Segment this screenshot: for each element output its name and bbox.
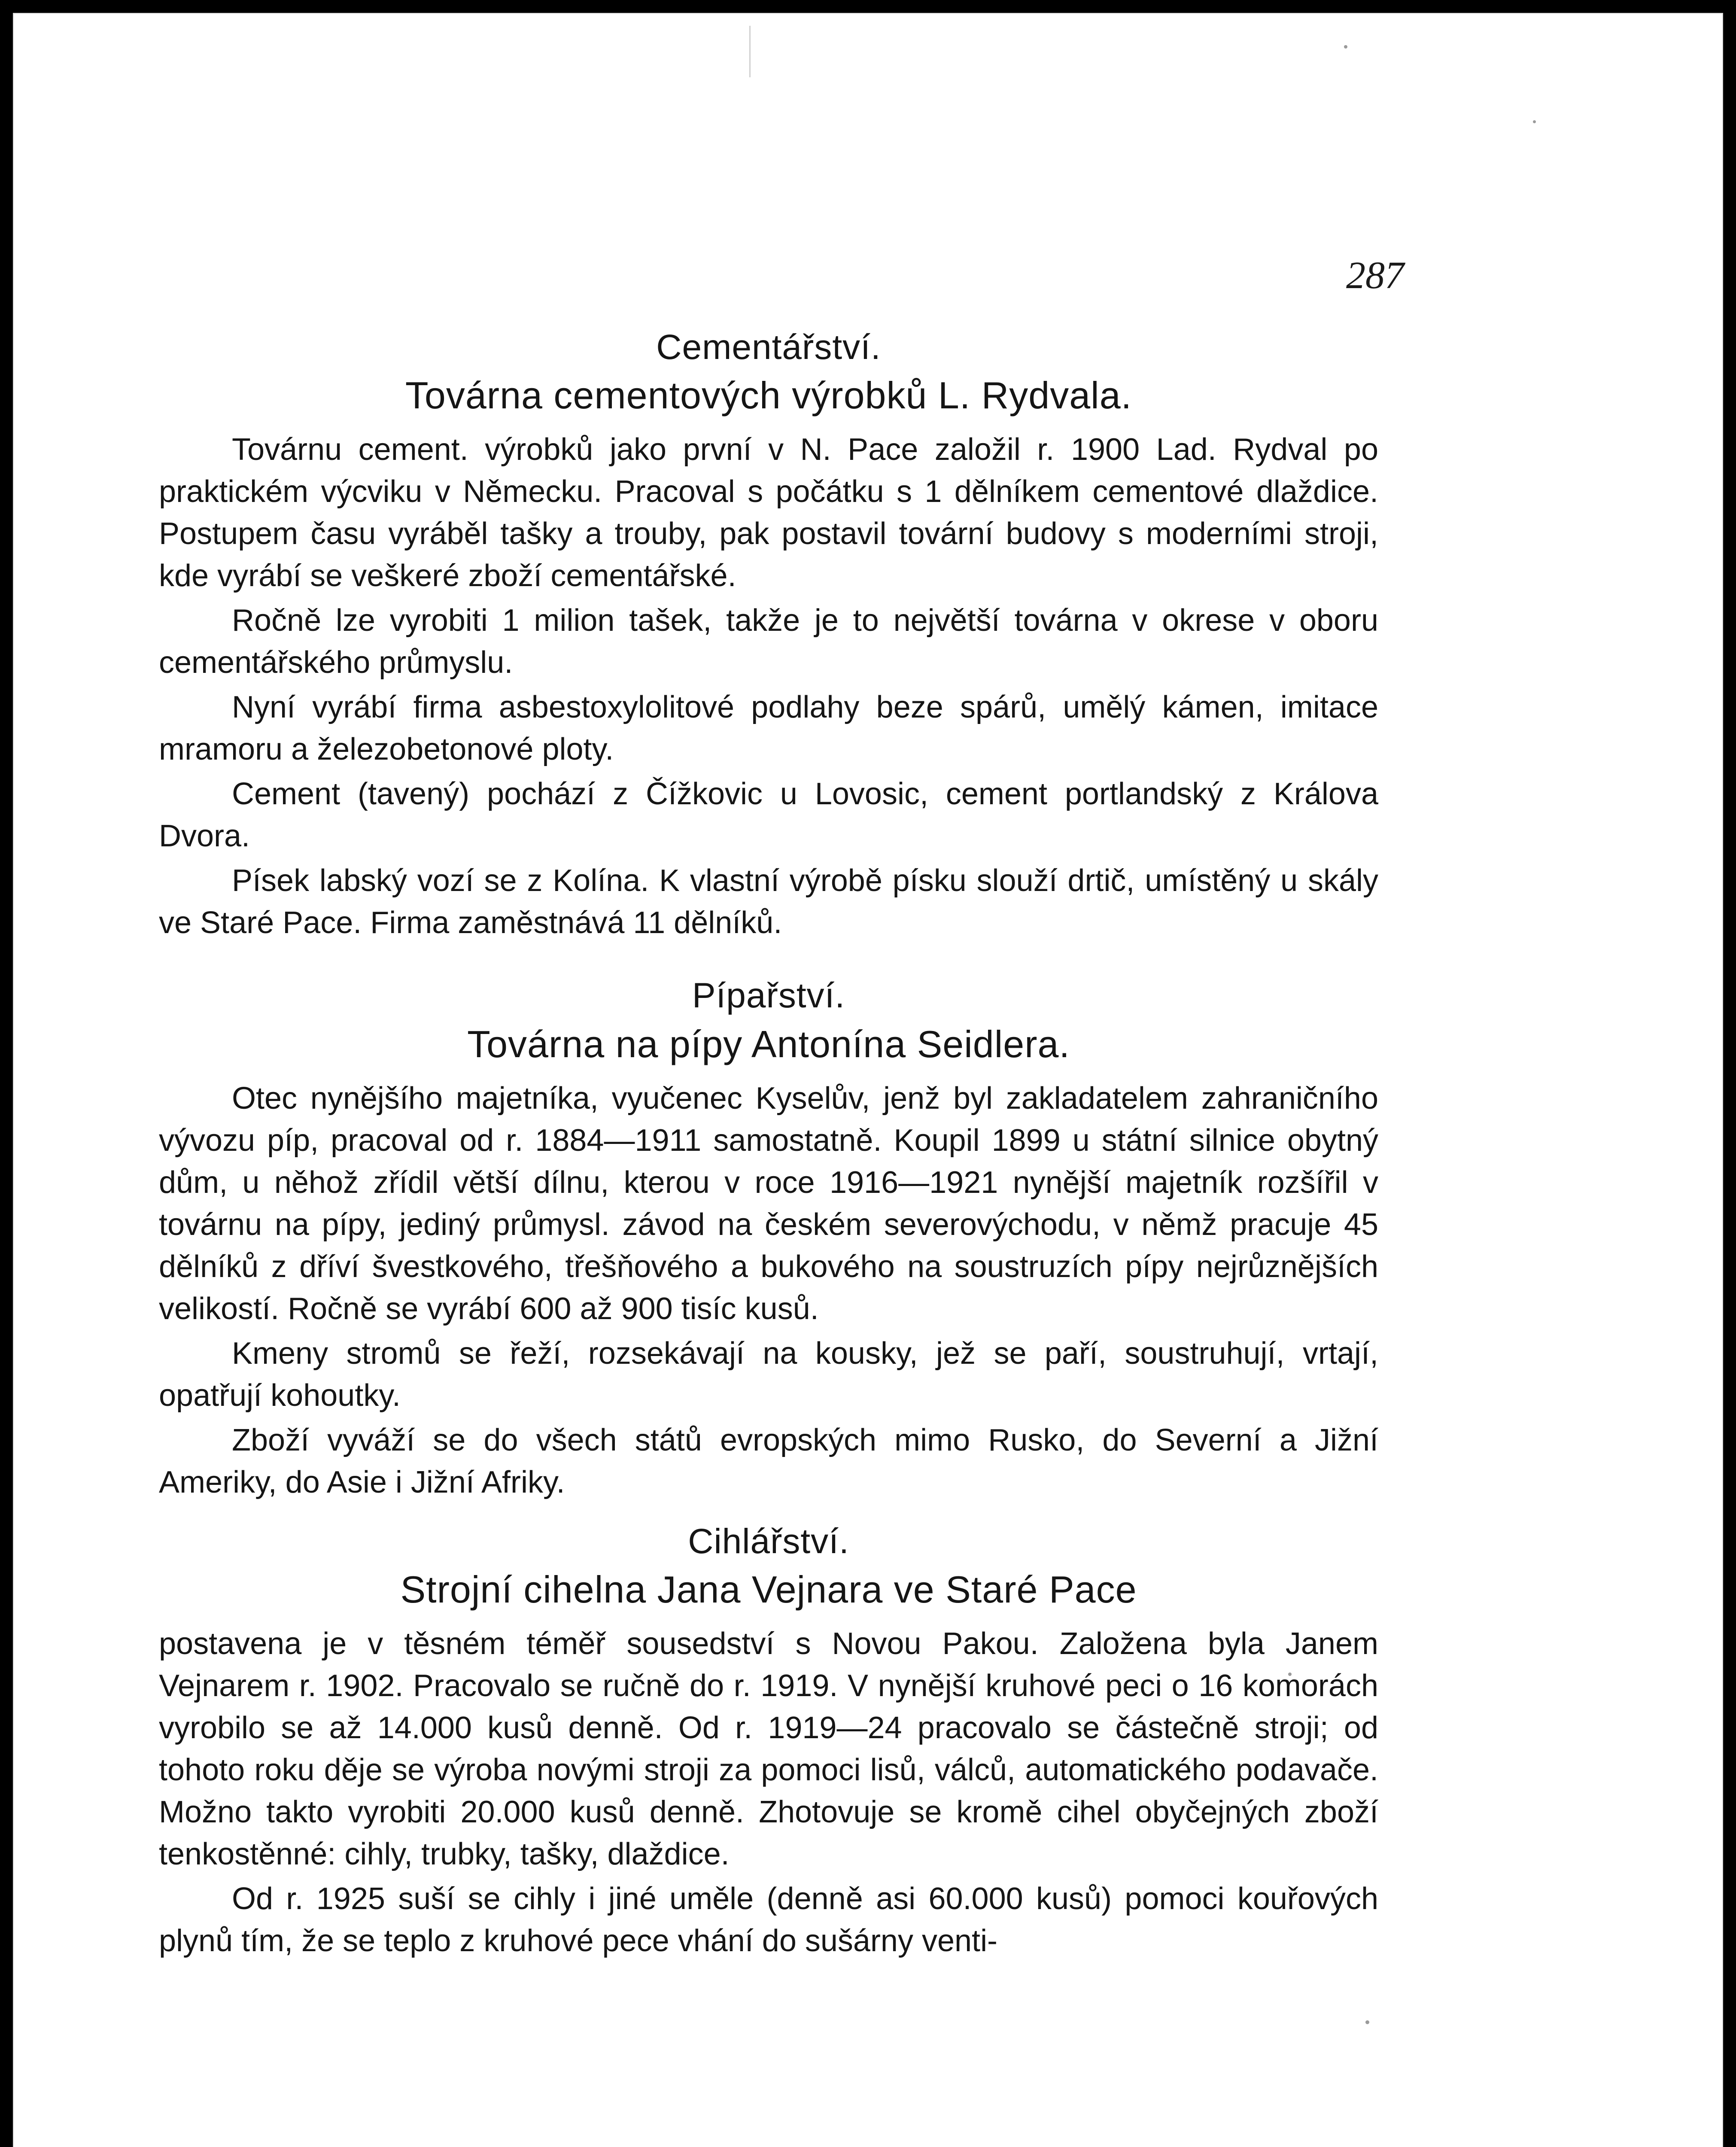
section-cementarstvi — [159, 326, 1378, 944]
paragraph: Zboží vyváží se do všech států evropských mimo Rusko, do Severní a Jižní Ameriky, do Asie i Jižní Afriky. — [159, 1423, 1378, 1499]
section-title: Cementářství. — [656, 328, 881, 367]
section-cihlarstvi — [159, 1521, 1378, 1962]
paragraph: Písek labský vozí se z Kolína. K vlastní výrobě písku slouží drtič, umístěný u skály ve Staré Pace. Firma zaměstnává 11 dělníků. — [159, 864, 1378, 940]
scan-speck — [1365, 2020, 1369, 2024]
scan-artifact-line — [749, 26, 751, 77]
section-title: Cihlářství. — [688, 1521, 849, 1561]
section-title: Pípařství. — [692, 976, 845, 1016]
page-content — [159, 326, 1378, 1965]
paragraph: Cement (tavený) pochází z Čížkovic u Lovosic, cement portlandský z Králova Dvora. — [159, 777, 1378, 854]
scan-speck — [1533, 120, 1536, 123]
section-subtitle: Strojní cihelna Jana Vejnara ve Staré Pace — [400, 1568, 1137, 1611]
section-subtitle: Továrna na pípy Antonína Seidlera. — [467, 1022, 1070, 1065]
paragraph: Otec nynějšího majetníka, vyučenec Kyselův, jenž byl zakladatelem zahraničního vývozu píp, pracoval od r. 1884—1911 samostatně. Koupil 1899 u státní silnice obytný dům, u něhož zřídil větší dílnu, kterou v roce 1916—1921 nynější majetník rozšířil v továrnu na pípy, jediný průmysl. závod na českém severovýchodu, v němž pracuje 45 dělníků z dříví švestkového, třešňového a bukového na soustruzích pípy nejrůznějších velikostí. Ročně se vyrábí 600 až 900 tisíc kusů. — [159, 1081, 1378, 1326]
paragraph: Kmeny stromů se řeží, rozsekávají na kousky, jež se paří, soustruhují, vrtají, opatřují kohoutky. — [159, 1336, 1378, 1413]
page-number: 287 — [1346, 254, 1404, 297]
paragraph: Továrnu cement. výrobků jako první v N. Pace založil r. 1900 Lad. Rydval po praktickém výcviku v Německu. Pracoval s počátku s 1 dělníkem cementové dlaždice. Postupem času vyráběl tašky a trouby, pak postavil tovární budovy s moderními stroji, kde vyrábí se veškeré zboží cementářské. — [159, 432, 1378, 593]
paragraph: Ročně lze vyrobiti 1 milion tašek, takže je to největší továrna v okrese v oboru cementářského průmyslu. — [159, 603, 1378, 680]
section-piparstvi — [159, 975, 1378, 1503]
paragraph: Nyní vyrábí firma asbestoxylolitové podlahy beze spárů, umělý kámen, imitace mramoru a železobetonové ploty. — [159, 690, 1378, 767]
paragraph: Od r. 1925 suší se cihly i jiné uměle (denně asi 60.000 kusů) pomoci kouřových plynů tím, že se teplo z kruhové pece vhání do sušárny venti- — [159, 1882, 1378, 1958]
scan-speck — [1344, 45, 1347, 49]
section-subtitle: Továrna cementových výrobků L. Rydvala. — [405, 374, 1132, 417]
paragraph: postavena je v těsném téměř sousedství s Novou Pakou. Založena byla Janem Vejnarem r. 1902. Pracovalo se ručně do r. 1919. V nynější kruhové peci o 16 komorách vyrobilo se až 14.000 kusů denně. Od r. 1919—24 pracovalo se částečně stroji; od tohoto roku děje se výroba novými stroji za pomoci lisů, válců, automatického podavače. Možno takto vyrobiti 20.000 kusů denně. Zhotovuje se kromě cihel obyčejných zboží tenkostěnné: cihly, trubky, tašky, dlaždice. — [159, 1627, 1378, 1872]
